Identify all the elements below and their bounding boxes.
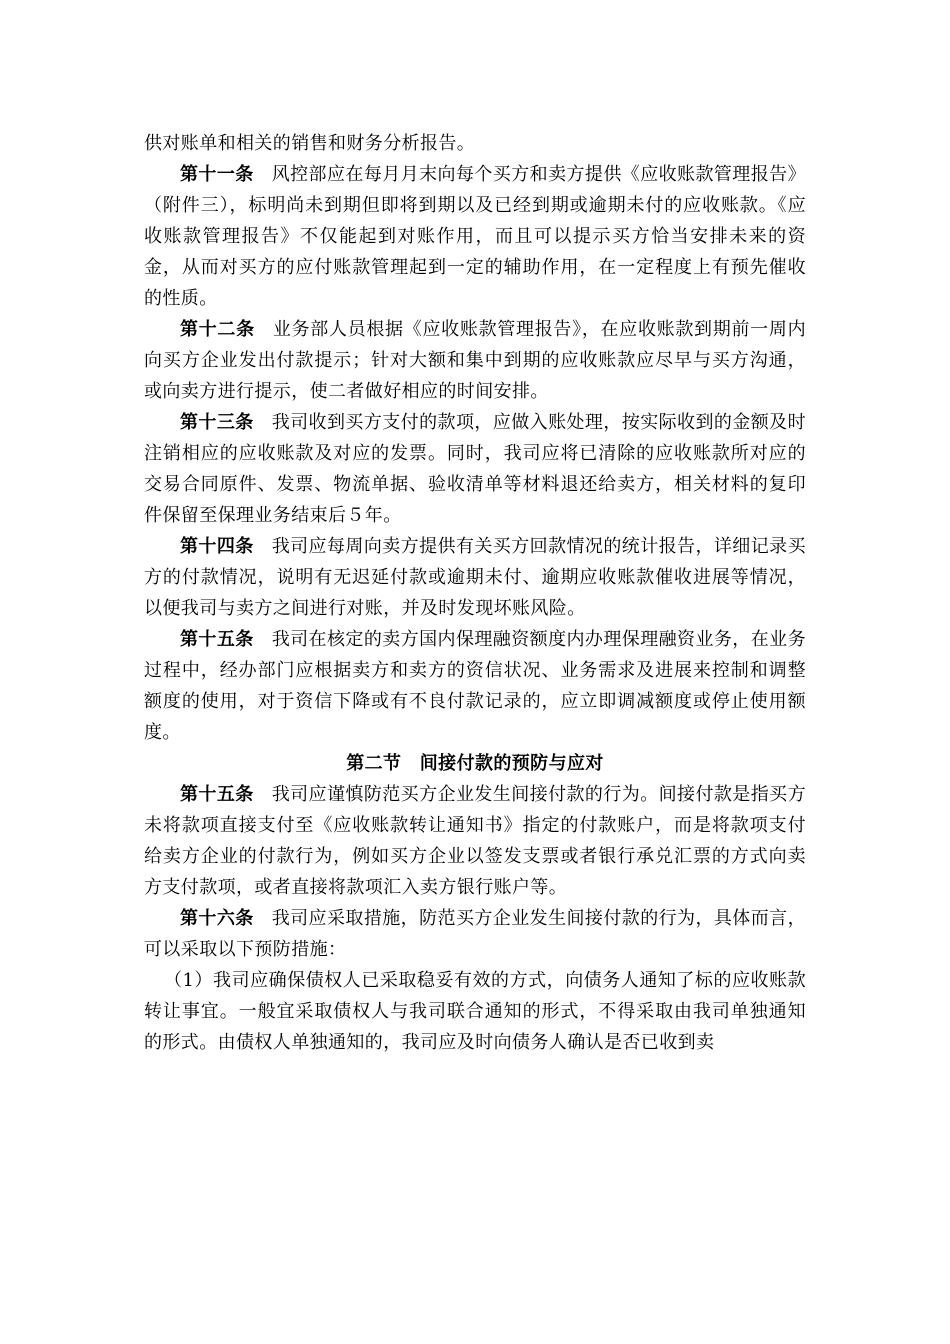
article-label: 第十一条 <box>180 164 254 185</box>
article-15-a <box>144 624 806 748</box>
intro-paragraph: 供对账单和相关的销售和财务分析报告。 <box>144 133 476 154</box>
article-label: 第十六条 <box>180 908 254 929</box>
article-text: 我司应谨慎防范买方企业发生间接付款的行为。间接付款是指买方未将款项直接支付至《应收账款转让通知书》指定的付款账户，而是将款项支付给卖方企业的付款行为，例如买方企业以签发支票或者银行承兑汇票的方式向卖方支付款项，或者直接将款项汇入卖方银行账户等。 <box>144 784 806 898</box>
article-13 <box>144 407 806 531</box>
article-14 <box>144 531 806 624</box>
article-label: 第十四条 <box>180 536 254 557</box>
article-16 <box>144 903 806 965</box>
article-15-b <box>144 779 806 903</box>
list-item-1: （1）我司应确保债权人已采取稳妥有效的方式，向债务人通知了标的应收账款转让事宜。一般宜采取债权人与我司联合通知的形式，不得采取由我司单独通知的形式。由债权人单独通知的，我司应及时向债务人确认是否已收到卖 <box>144 970 806 1053</box>
article-text: 我司应每周向卖方提供有关买方回款情况的统计报告，详细记录买方的付款情况，说明有无迟延付款或逾期未付、逾期应收账款催收进展等情况，以便我司与卖方之间进行对账，并及时发现坏账风险。 <box>144 536 806 619</box>
article-label: 第十五条 <box>180 784 254 805</box>
article-label: 第十二条 <box>180 319 255 340</box>
article-11 <box>144 159 806 314</box>
article-text: 我司收到买方支付的款项，应做入账处理，按实际收到的金额及时注销相应的应收账款及对应的发票。同时，我司应将已清除的应收账款所对应的交易合同原件、发票、物流单据、验收清单等材料退还给卖方，相关材料的复印件保留至保理业务结束后５年。 <box>144 412 806 526</box>
section-title: 第二节 间接付款的预防与应对 <box>346 753 604 774</box>
article-12 <box>144 314 806 407</box>
article-text: 我司在核定的卖方国内保理融资额度内办理保理融资业务，在业务过程中，经办部门应根据卖方和卖方的资信状况、业务需求及进展来控制和调整额度的使用，对于资信下降或有不良付款记录的，应立即调减额度或停止使用额度。 <box>144 629 806 743</box>
article-text: 风控部应在每月月末向每个买方和卖方提供《应收账款管理报告》（附件三），标明尚未到期但即将到期以及已经到期或逾期未付的应收账款。《应收账款管理报告》不仅能起到对账作用，而且可以提示买方恰当安排未来的资金，从而对买方的应付账款管理起到一定的辅助作用，在一定程度上有预先催收的性质。 <box>144 164 806 309</box>
article-label: 第十五条 <box>180 629 254 650</box>
document-page <box>144 128 806 1058</box>
article-label: 第十三条 <box>180 412 254 433</box>
article-text: 我司应采取措施，防范买方企业发生间接付款的行为，具体而言，可以采取以下预防措施： <box>144 908 806 960</box>
article-text: 业务部人员根据《应收账款管理报告》，在应收账款到期前一周内向买方企业发出付款提示；针对大额和集中到期的应收账款应尽早与买方沟通，或向卖方进行提示，使二者做好相应的时间安排。 <box>144 319 806 402</box>
